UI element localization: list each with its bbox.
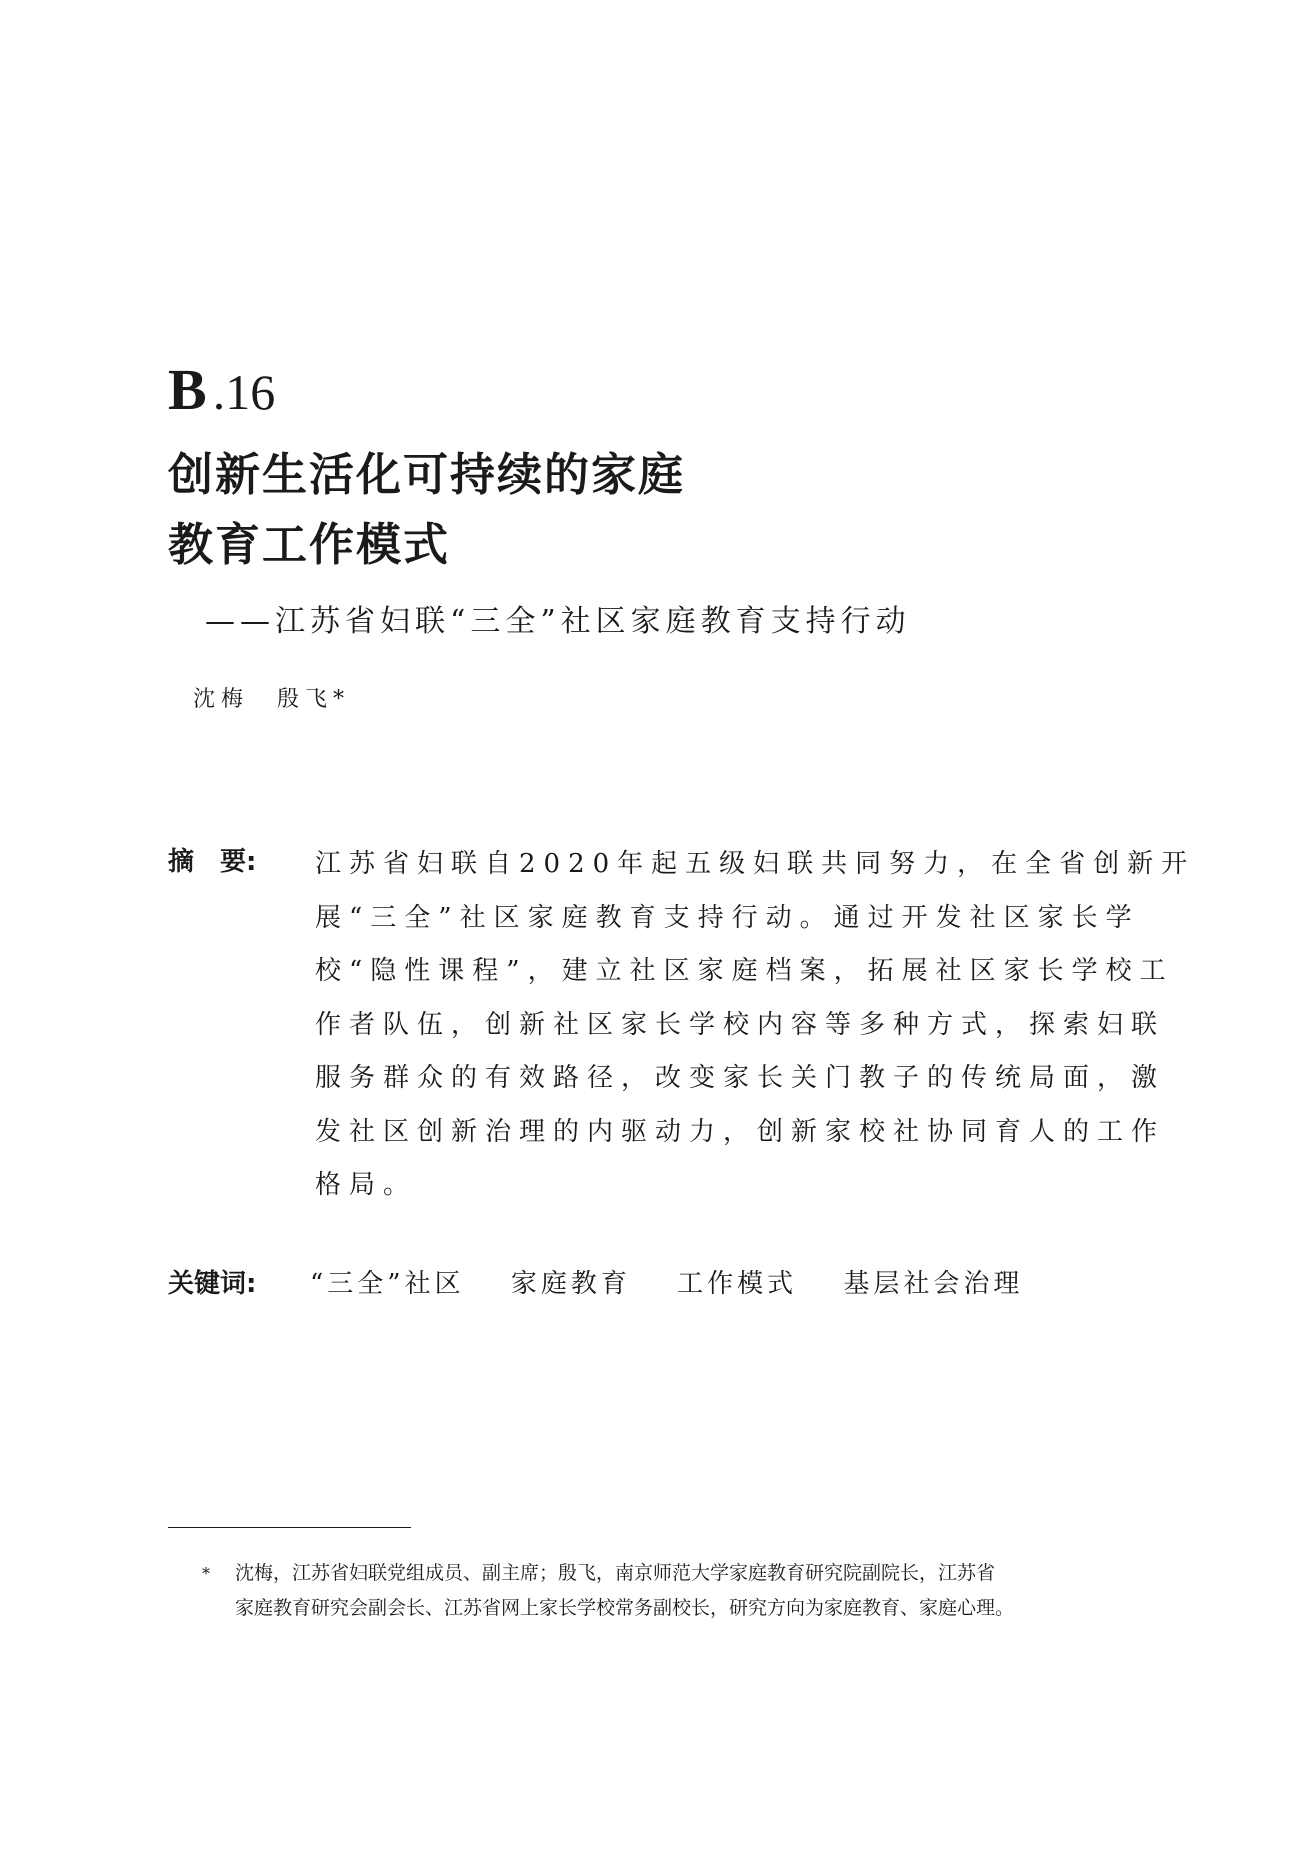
keyword: “三全”社区: [310, 1269, 465, 1299]
abstract-line: 发社区创新治理的内驱动力，创新家校社协同育人的工作: [315, 1116, 1166, 1147]
keyword: 基层社会治理: [843, 1269, 1024, 1299]
abstract-line: 服务群众的有效路径，改变家长关门教子的传统局面，激: [315, 1063, 1166, 1093]
article-subtitle: ——江苏省妇联“三全”社区家庭教育支持行动: [205, 604, 911, 639]
article-title: [168, 440, 685, 580]
abstract-line: 展“三全”社区家庭教育支持行动。通过开发社区家长学: [315, 902, 1140, 933]
keyword: 家庭教育: [510, 1269, 631, 1299]
article-title-line-2: 教育工作模式: [168, 518, 451, 571]
keywords-label: 关键词:: [168, 1269, 257, 1299]
authors: 沈梅 殷飞*: [193, 687, 351, 712]
footnote-marker: *: [202, 1564, 210, 1583]
abstract-line: 格局。: [315, 1170, 418, 1200]
abstract-line: 校“隐性课程”，建立社区家庭档案，拓展社区家长学校工: [315, 956, 1174, 986]
chapter-letter: B: [168, 357, 209, 422]
keyword: 工作模式: [677, 1269, 798, 1299]
abstract-label: 摘 要:: [168, 847, 257, 877]
footnote-line: 沈梅，江苏省妇联党组成员、副主席；殷飞，南京师范大学家庭教育研究院副院长，江苏省: [235, 1562, 996, 1584]
chapter-number: .16: [212, 364, 276, 420]
article-title-line-1: 创新生活化可持续的家庭: [168, 448, 686, 501]
abstract-text: [315, 838, 1196, 1213]
footnote-divider: [168, 1527, 411, 1528]
footnote-line: 家庭教育研究会副会长、江苏省网上家长学校常务副校长，研究方向为家庭教育、家庭心理。: [235, 1597, 1015, 1619]
footnote: [202, 1556, 1165, 1626]
abstract-line: 江苏省妇联自2020年起五级妇联共同努力，在全省创新开: [315, 849, 1196, 879]
abstract-line: 作者队伍，创新社区家长学校内容等多种方式，探索妇联: [315, 1009, 1166, 1040]
keywords-list: [310, 1264, 1057, 1304]
chapter-code: [168, 357, 276, 422]
